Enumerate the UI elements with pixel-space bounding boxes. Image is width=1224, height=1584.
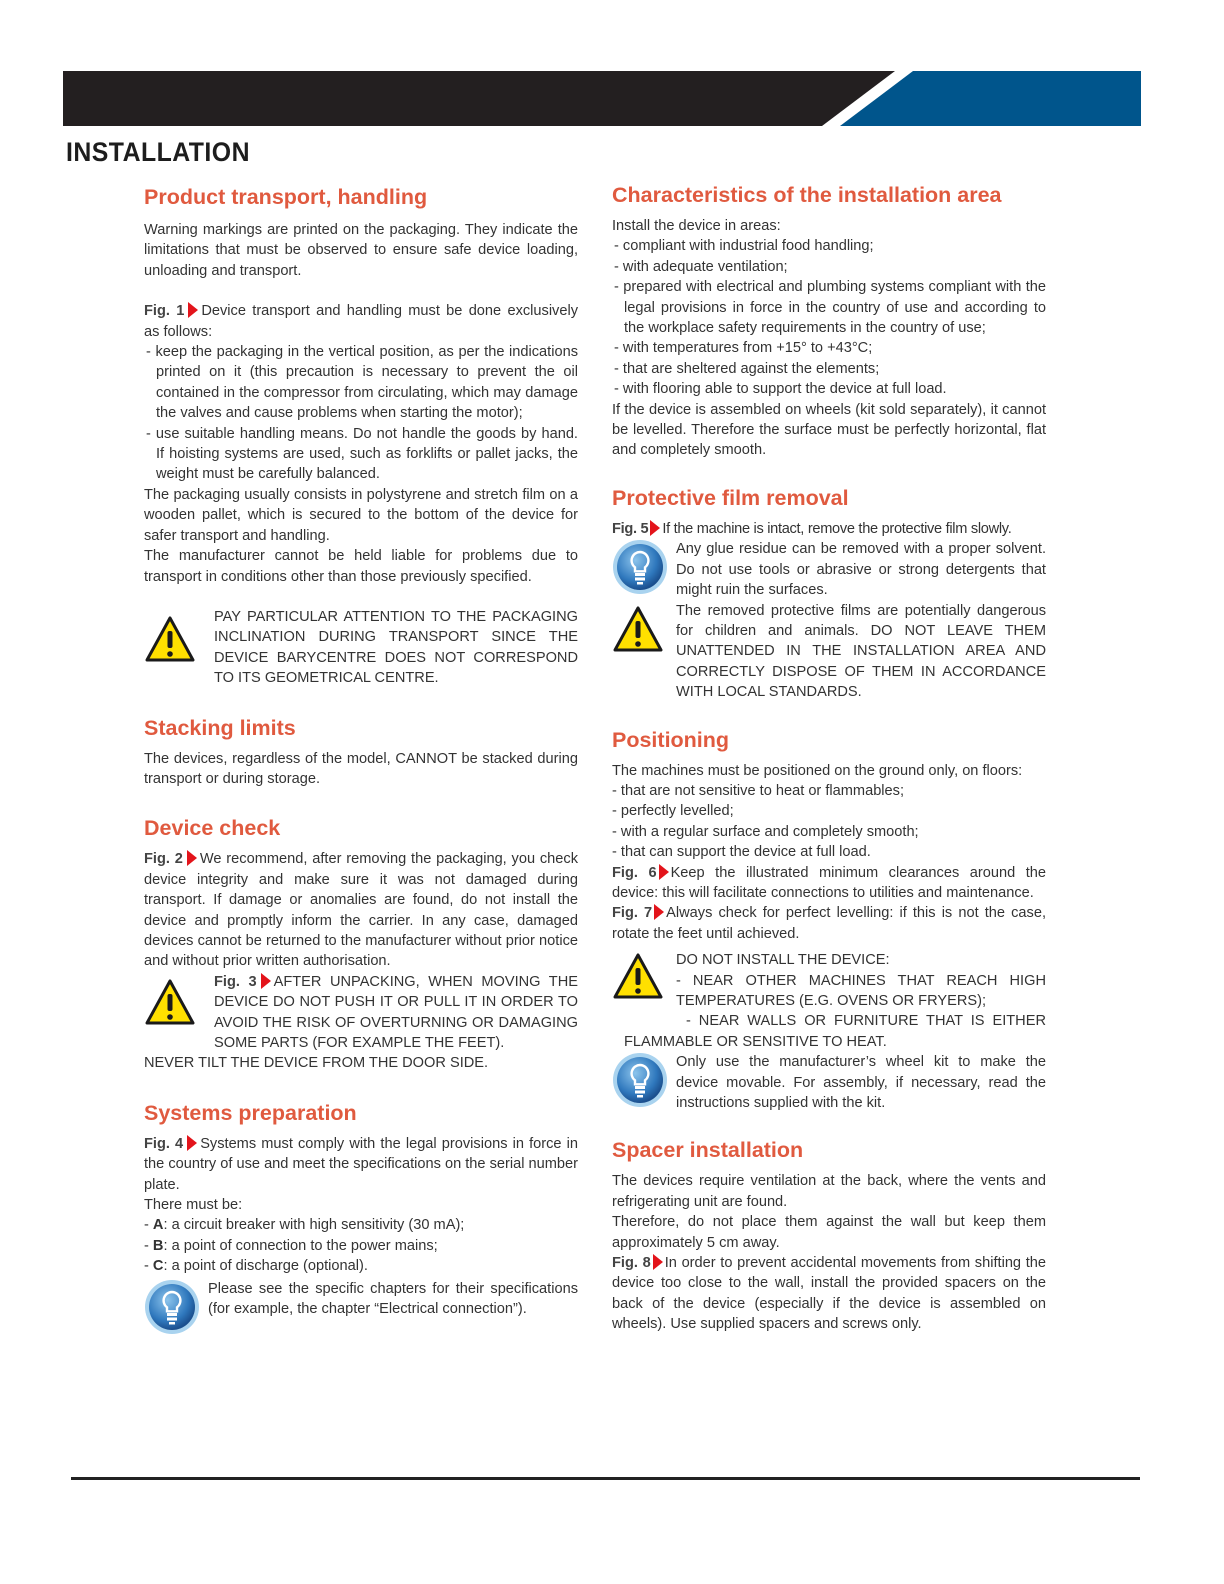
warning-item: - NEAR OTHER MACHINES THAT REACH HIGH TEMPERATURES (E.G. OVENS OR FRYERS); (676, 972, 1046, 1009)
fig-paragraph (144, 1134, 578, 1195)
paragraph: NEVER TILT THE DEVICE FROM THE DOOR SIDE. (144, 1055, 489, 1072)
info-callout (144, 1279, 578, 1320)
fig-label: Fig. 7 (612, 905, 653, 922)
right-column (612, 178, 1046, 1335)
fig-text: Always check for perfect levelling: if this is not the case, rotate the feet until achieved. (612, 905, 1046, 942)
fig-label: Fig. 4 (144, 1135, 184, 1152)
fig-paragraph (612, 903, 1046, 944)
warning-triangle-icon (612, 605, 664, 658)
section-heading: Spacer installation (612, 1138, 804, 1163)
fig-label: Fig. 6 (612, 864, 657, 881)
section-installation-area (612, 178, 1046, 461)
info-callout (612, 539, 1046, 600)
section-spacer-installation (612, 1133, 1046, 1334)
paragraph: There must be: (144, 1197, 243, 1214)
warning-callout (144, 972, 578, 1054)
section-heading: Device check (144, 816, 281, 841)
warning-triangle-icon (144, 615, 196, 668)
fig-text: Device transport and handling must be done exclusively as follows: (144, 303, 579, 340)
section-heading: Protective film removal (612, 485, 849, 510)
fig-paragraph (612, 519, 1046, 539)
warning-title: DO NOT INSTALL THE DEVICE: (676, 952, 890, 969)
warning-item: - NEAR WALLS OR FURNITURE THAT IS EITHER FLAMMABLE OR SENSITIVE TO HEAT. (624, 1013, 1046, 1050)
red-arrow-icon (187, 1135, 197, 1151)
fig-text: We recommend, after removing the packaging, you check device integrity and make sure it was not damaged during transport. If damage or anomalies are found, do not install the device and promptly inform the carrier. In any case, damaged devices cannot be returned to the manufacturer without prior notice and without prior written authorisation. (144, 851, 579, 970)
header-band (63, 71, 1141, 126)
item-text: : a circuit breaker with high sensitivity (30 mA); (163, 1217, 465, 1234)
info-text: Any glue residue can be removed with a proper solvent. Do not use tools or abrasive or strong detergents that might ruin the surfaces. (676, 541, 1046, 599)
bullet-item: - with adequate ventilation; (614, 258, 788, 275)
fig-text: Keep the illustrated minimum clearances around the device: this will facilitate connections to utilities and maintenance. (612, 864, 1046, 901)
section-device-check (144, 811, 578, 1073)
section-product-transport (144, 180, 578, 689)
bullet-item: - compliant with industrial food handling; (614, 238, 874, 255)
warning-callout (612, 950, 1046, 1052)
bullet-item: - keep the packaging in the vertical position, as per the indications printed on it (this precaution is necessary to prevent the oil contained in the compressor from circulating, which may damage the valves and cause problems when starting the motor); (146, 344, 578, 422)
paragraph: Install the device in areas: (612, 218, 781, 234)
footer-rule (71, 1477, 1140, 1480)
fig-paragraph (612, 1253, 1046, 1335)
fig-label: Fig. 3 (214, 973, 257, 990)
item-key: A (152, 1217, 164, 1234)
fig-paragraph (144, 849, 578, 971)
fig-label: Fig. 5 (612, 520, 649, 537)
left-column (144, 180, 578, 1319)
bullet-item: - perfectly levelled; (612, 803, 734, 820)
info-callout (612, 1052, 1046, 1113)
bullet-item: - that are not sensitive to heat or flammables; (612, 782, 905, 799)
bullet-item: - with a regular surface and completely smooth; (612, 823, 919, 840)
lightbulb-icon (612, 1052, 668, 1113)
red-arrow-icon (188, 302, 198, 318)
section-heading: Characteristics of the installation area (612, 183, 1002, 207)
bullet-item: - that are sheltered against the elements; (614, 360, 880, 377)
fig-label: Fig. 8 (612, 1255, 651, 1272)
fig-text: If the machine is intact, remove the protective film slowly. (662, 520, 1012, 537)
warning-body: AFTER UNPACKING, WHEN MOVING THE DEVICE DO NOT PUSH IT OR PULL IT IN ORDER TO AVOID THE RISK OF OVERTURNING OR DAMAGING SOME PARTS (FOR EXAMPLE THE FEET). (214, 973, 578, 1051)
fig-text: In order to prevent accidental movements from shifting the device too close to the wall, install the provided spacers on the back of the device (especially if the device is assembled on wheels). Use supplied spacers and screws only. (612, 1255, 1047, 1333)
red-arrow-icon (187, 850, 197, 866)
warning-triangle-icon (144, 978, 196, 1031)
red-arrow-icon (659, 864, 669, 880)
section-heading: Systems preparation (144, 1100, 357, 1125)
item-text: : a point of connection to the power mains; (163, 1237, 438, 1254)
warning-text: PAY PARTICULAR ATTENTION TO THE PACKAGING INCLINATION DURING TRANSPORT SINCE THE DEVICE BARYCENTRE DOES NOT CORRESPOND TO ITS GEOMETRICAL CENTRE. (214, 608, 578, 687)
fig-paragraph (612, 863, 1046, 904)
page-title: INSTALLATION (66, 137, 250, 167)
red-arrow-icon (653, 1254, 663, 1270)
warning-callout (612, 601, 1046, 703)
list-item: - B: a point of connection to the power mains; (144, 1237, 438, 1254)
bullet-item: - prepared with electrical and plumbing systems compliant with the legal provisions in force in the country of use and according to the workplace safety requirements in the country of use; (614, 279, 1046, 337)
red-arrow-icon (650, 520, 660, 536)
fig-text: Systems must comply with the legal provisions in force in the country of use and meet the specifications on the serial number plate. (144, 1135, 579, 1193)
info-text: Only use the manufacturer’s wheel kit to make the device movable. For assembly, if necessary, read the instructions supplied with the kit. (676, 1054, 1046, 1112)
item-key: C (152, 1258, 164, 1275)
header-band-graphic (63, 71, 1141, 126)
bullet-item: - with flooring able to support the device at full load. (614, 381, 947, 398)
section-systems-preparation (144, 1096, 578, 1320)
paragraph: The manufacturer cannot be held liable for problems due to transport in conditions other than those previously specified. (144, 548, 578, 585)
paragraph: Warning markings are printed on the packaging. They indicate the limitations that must be observed to ensure safe device loading, unloading and transport. (144, 222, 578, 279)
red-arrow-icon (654, 904, 664, 920)
fig-label: Fig. 1 (144, 303, 185, 320)
paragraph: If the device is assembled on wheels (kit sold separately), it cannot be levelled. Therefore the surface must be perfectly horizontal, flat and completely smooth. (612, 401, 1046, 459)
bullet-item: - use suitable handling means. Do not handle the goods by hand. If hoisting systems are used, such as forklifts or pallet jacks, the weight must be carefully balanced. (146, 425, 578, 483)
section-stacking-limits (144, 711, 578, 790)
list-item: - C: a point of discharge (optional). (144, 1258, 368, 1275)
warning-triangle-icon (612, 952, 664, 1005)
section-heading: Stacking limits (144, 715, 296, 740)
item-text: : a point of discharge (optional). (163, 1258, 368, 1275)
info-text: Please see the specific chapters for their specifications (for example, the chapter “Electrical connection”). (208, 1280, 578, 1318)
lightbulb-icon (612, 539, 668, 600)
section-protective-film (612, 481, 1046, 703)
item-key: B (152, 1237, 164, 1254)
paragraph: The devices, regardless of the model, CANNOT be stacked during transport or during storage. (144, 750, 578, 787)
lightbulb-icon (144, 1279, 200, 1340)
bullet-item: - that can support the device at full load. (612, 844, 871, 861)
paragraph: The machines must be positioned on the ground only, on floors: (612, 762, 1023, 779)
bullet-item: - with temperatures from +15° to +43°C; (614, 340, 873, 357)
section-heading: Product transport, handling (144, 185, 428, 209)
paragraph: The packaging usually consists in polystyrene and stretch film on a wooden pallet, which is secured to the bottom of the device for safer transport and handling. (144, 486, 578, 544)
section-positioning (612, 723, 1046, 1114)
paragraph: Therefore, do not place them against the wall but keep them approximately 5 cm away. (612, 1214, 1046, 1251)
warning-text (214, 972, 578, 1054)
warning-text: The removed protective films are potentially dangerous for children and animals. DO NOT LEAVE THEM UNATTENDED IN THE INSTALLATION AREA AND CORRECTLY DISPOSE OF THEM IN ACCORDANCE WITH LOCAL STANDARDS. (676, 602, 1046, 701)
fig-label: Fig. 2 (144, 851, 183, 868)
fig-paragraph (144, 301, 578, 342)
warning-callout (144, 607, 578, 689)
section-heading: Positioning (612, 727, 730, 752)
red-arrow-icon (261, 973, 271, 989)
list-item: - A: a circuit breaker with high sensitivity (30 mA); (144, 1217, 465, 1234)
paragraph: The devices require ventilation at the back, where the vents and refrigerating unit are found. (612, 1173, 1046, 1210)
